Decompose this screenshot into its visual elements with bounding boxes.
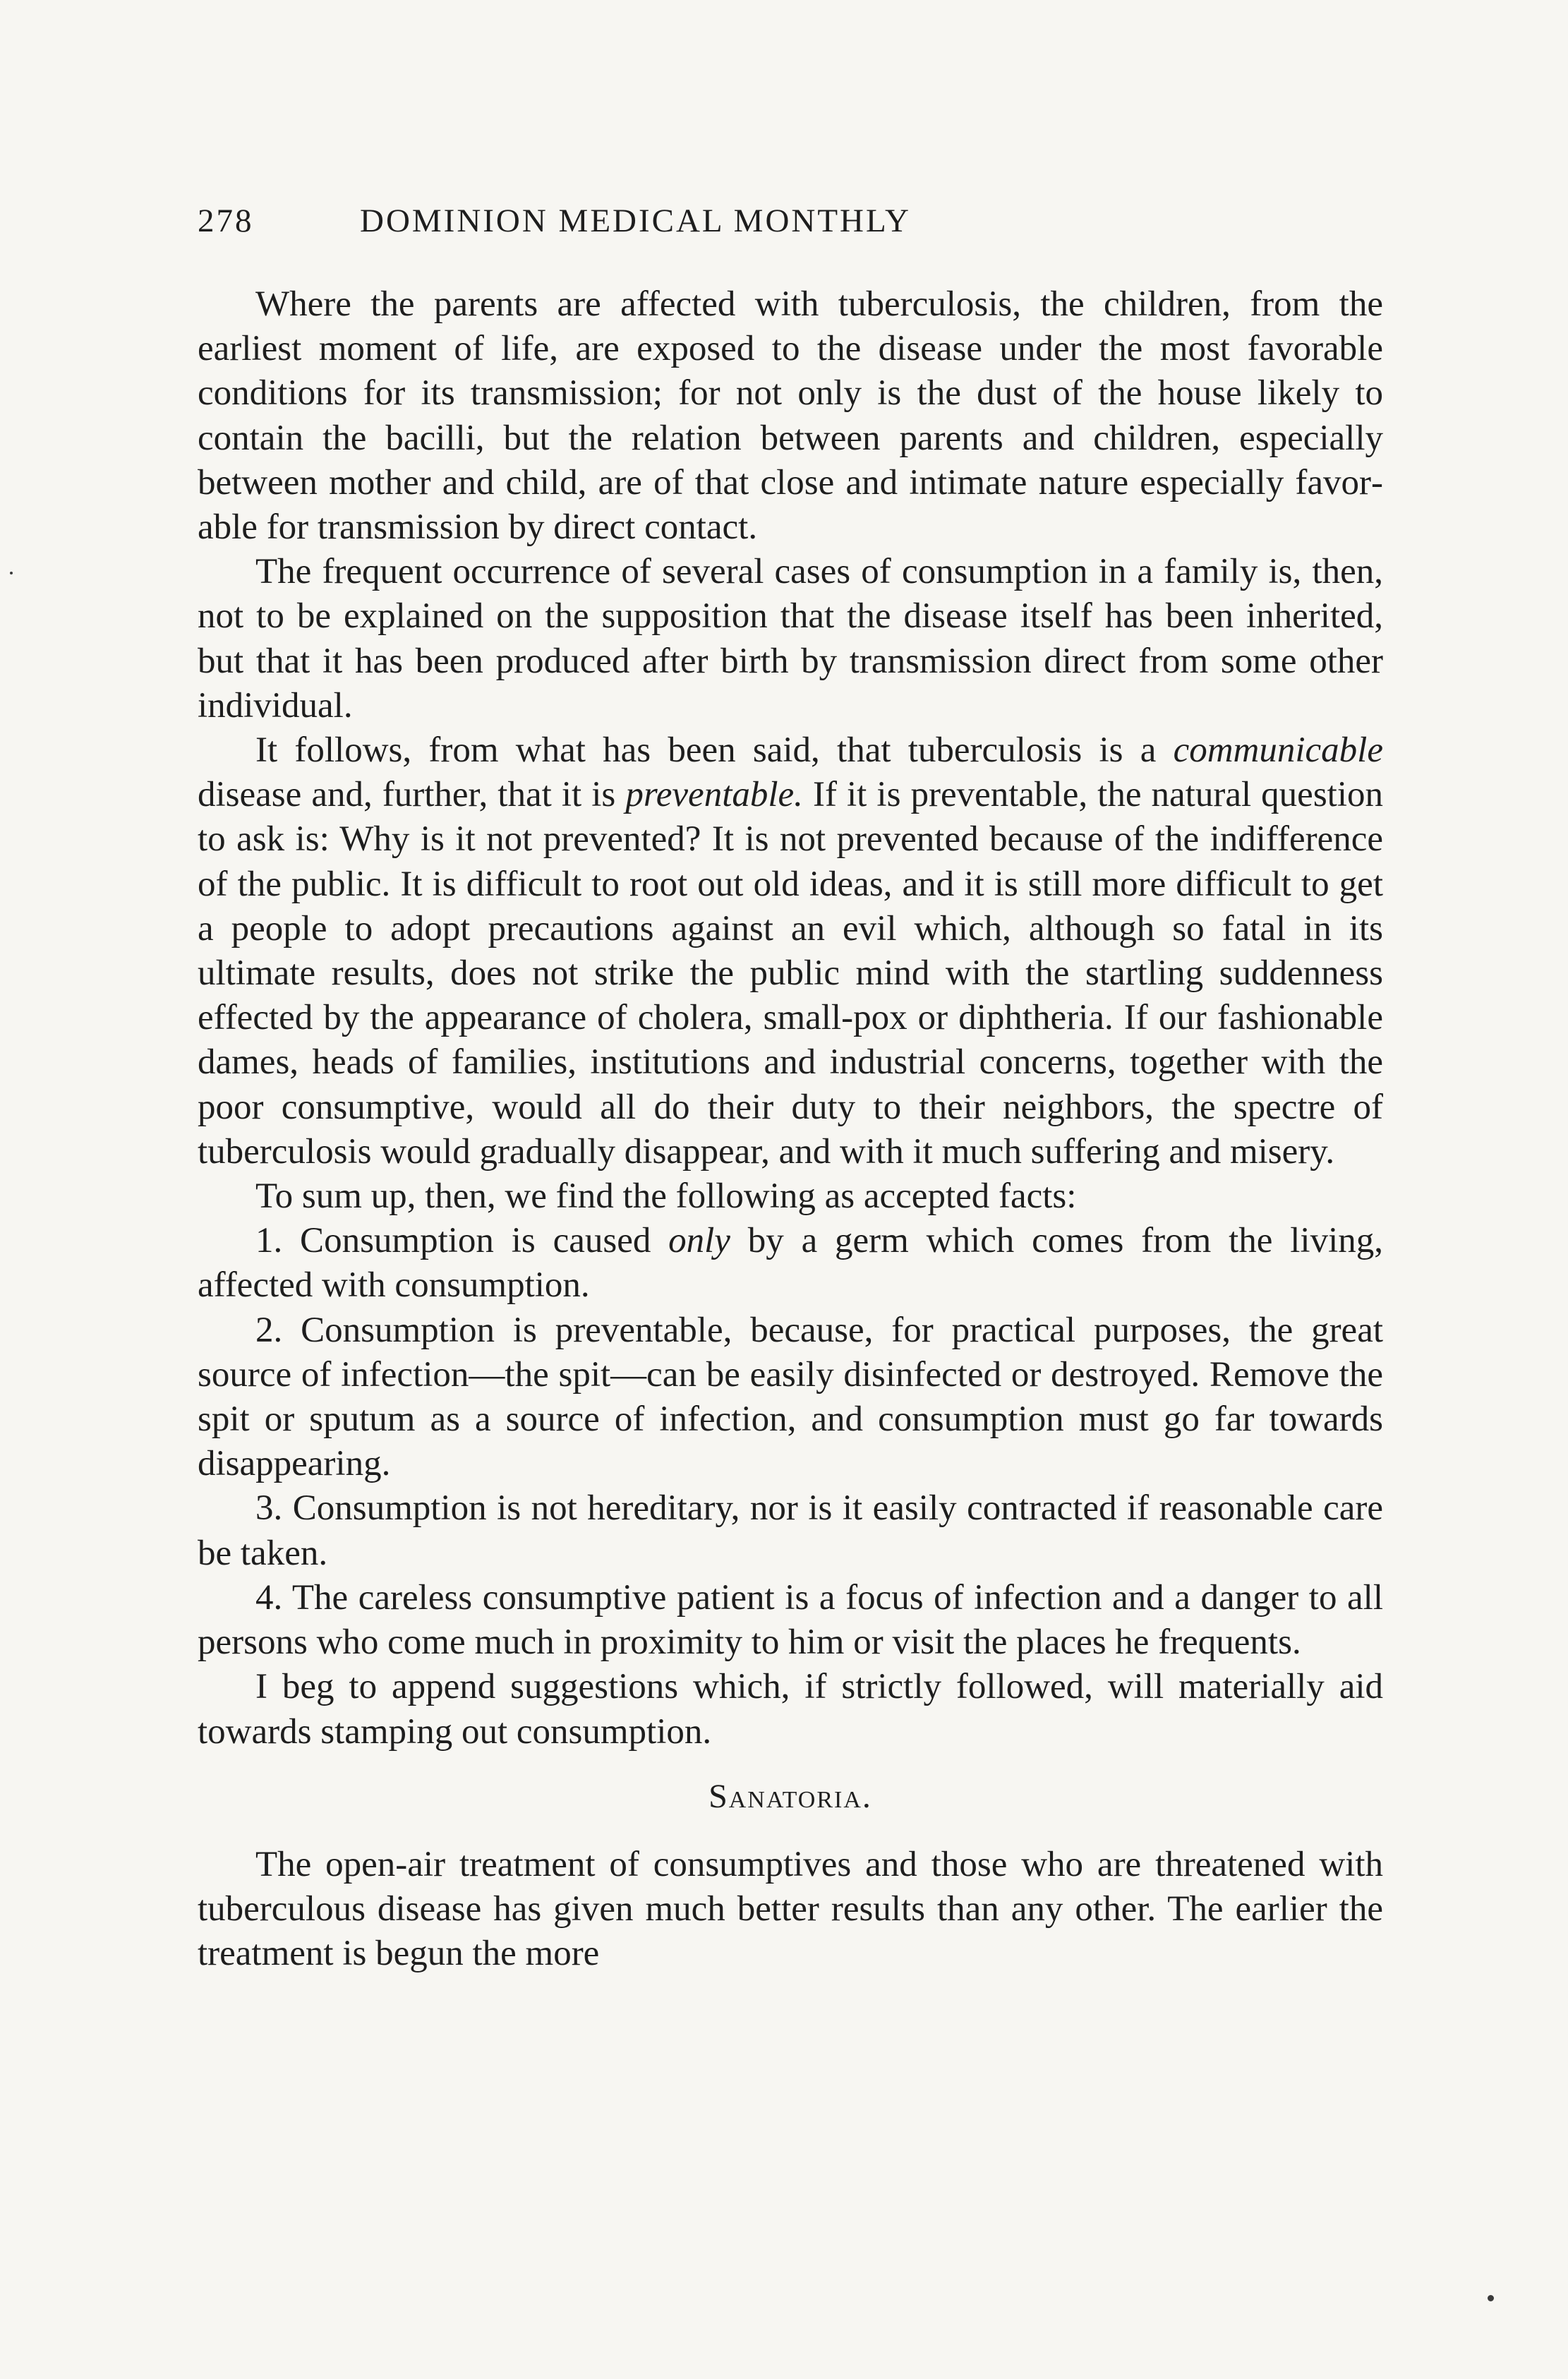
paragraph-family-occurrence: The frequent occurrence of several cases of consumption in a family is, then, not to be explained on the supposition that the disease itself has been inherited, but that it has been produced after birth by transmission direct from some other individual. [198, 552, 1383, 725]
paragraph-preventable-part3: If it is preventable, the natural question to ask is: Why is it not prevented? It is not prevented because of the indifference of the public. It is difficult to root out old ideas, and it is still more difficult to get a people to adopt precautions against an evil which, although so fatal in its ultimate results, does not strike the public mind with the startling suddenness effected by the appearance of cholera, small-pox or diphtheria. If our fashionable dames, heads of families, institutions and industrial concerns, together with the poor consumptive, would all do their duty to their neighbors, the spectre of tuberculosis would gradually disappear, and with it much suffering and misery. [198, 775, 1384, 1172]
journal-title: DOMINION MEDICAL MONTHLY [360, 203, 911, 239]
page-number: 278 [198, 203, 254, 239]
article-body [198, 282, 1383, 1754]
emphasis-preventable: preventable. [625, 775, 803, 815]
running-head [198, 202, 1383, 251]
append-note: I beg to append suggestions which, if strictly followed, will materially aid towards stamping out consumption. [198, 1667, 1383, 1752]
scan-speck [10, 572, 13, 574]
paragraph-preventable-part1: It follows, from what has been said, that tuberculosis is a [255, 730, 1174, 771]
emphasis-only: only [668, 1221, 730, 1261]
summary-intro: To sum up, then, we find the following as accepted facts: [255, 1176, 1077, 1217]
paragraph-preventable-part2: disease and, further, that it is [198, 775, 626, 815]
fact-1-before: 1. Consumption is caused [255, 1221, 669, 1261]
fact-4: 4. The careless consumptive patient is a focus of infection and a danger to all persons who come much in proximity to him or visit the places he frequents. [198, 1577, 1383, 1663]
paragraph-open-air-treatment: The open-air treatment of consumptives and those who are threatened with tuberculous disease has given much better results than any other. The earlier the treatment is begun the more [198, 1844, 1383, 1974]
document-page [198, 202, 1383, 1976]
scan-speck [1488, 2295, 1494, 2301]
fact-3: 3. Consumption is not hereditary, nor is it easily contracted if reasonable care be taken. [198, 1488, 1383, 1573]
paragraph-heredity: Where the parents are affected with tuberculosis, the children, from the earliest moment of life, are exposed to the disease under the most favorable conditions for its transmission; for not only is the dust of the house likely to contain the bacilli, but the relation between parents and children, especially between mother and child, are of that close and intimate nature especially favorable for transmission by direct contact. [198, 284, 1383, 548]
section-body [198, 1843, 1383, 1977]
fact-1-after: by a germ which comes from the living, affected with consumption. [198, 1221, 1383, 1306]
paragraph-preventable [198, 728, 1383, 1174]
fact-2: 2. Consumption is preventable, because, for practical purposes, the great source of infection—the spit—can be easily disinfected or destroyed. Remove the spit or sputum as a source of infection, and consumption must go far towards disappearing. [198, 1310, 1383, 1484]
section-heading-sanatoria: Sanatoria. [708, 1777, 872, 1815]
emphasis-communicable: communicable [1173, 730, 1383, 771]
fact-1 [198, 1219, 1383, 1308]
